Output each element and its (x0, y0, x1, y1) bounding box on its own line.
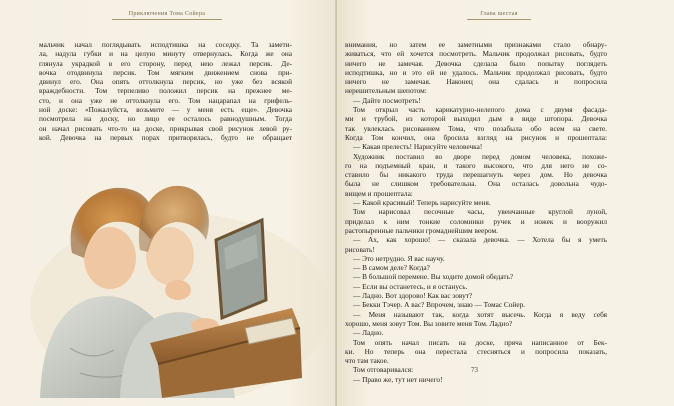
text-line: рисовать! (345, 244, 375, 254)
text-line: живаться, что ей хочется посмотреть. Мальчик продолжал рисовать, будто (345, 49, 607, 59)
text-line: ставило бы никакого труда перешагнуть через дом. Но девочка (345, 170, 607, 180)
text-line: двинул его. Она опять оттолкнула персик, но уже без всякой (39, 77, 292, 87)
text-line: Художник поставил во дворе перед домом человека, похоже- (353, 151, 607, 161)
illustration-children-at-desk (30, 158, 330, 398)
text-line: была не слишком требовательна. Она осталась довольна чудо- (345, 179, 607, 189)
text-line: ми и трубой, из которой выходил дым в виде штопора. Девочка (345, 114, 607, 124)
dialogue-line: — Меня называют так, когда хотят высечь. Когда я веду себя (353, 309, 607, 319)
page-number: 73 (471, 366, 478, 374)
dialogue-line: — Ладно. Вот здорово! Как вас зовут? (353, 291, 473, 301)
text-line: он начал рисовать что-то на доске, прикрывая свой рисунок левой ру- (39, 123, 292, 133)
dialogue-line: — В самом деле? Когда? (353, 263, 430, 273)
text-line: ной доске: «Пожалуйста, возьмите — у меня есть еще». Девочка (39, 105, 292, 115)
right-running-head (467, 11, 531, 20)
text-line: вищем и прошептала: (345, 188, 413, 198)
dialogue-line: — Какая прелесть! Нарисуйте человечка! (353, 142, 483, 152)
text-line: вочка отодвинула персик. Том мягким движением снова при- (39, 67, 292, 77)
right-running-head-rule (467, 19, 531, 20)
dialogue-line: — Право же, тут нет ничего! (353, 374, 443, 384)
left-running-head (112, 11, 222, 20)
left-running-head-text: Приключения Тома Сойера (128, 11, 206, 17)
dialogue-line: — Дайте посмотреть! (353, 95, 421, 105)
text-line: Том отговаривался: (353, 365, 414, 375)
right-running-head-text: Глава шестая (480, 11, 518, 17)
text-line: глянула украдкой в его сторону, перед нею лежал персик. Де- (39, 58, 292, 68)
dialogue-line: — Ах, как хорошо! — сказала девочка. — Хотела бы я уметь (353, 235, 607, 245)
right-page-text (345, 40, 607, 384)
text-line: внимания, но затем ее заметными признаками стало обнару- (345, 40, 607, 49)
text-line: приделал к ним тонкие соломинки ручек и ножек и вооружил (345, 216, 607, 226)
text-line: го на подъемный кран, и такого высокого, что для него не со- (345, 160, 607, 170)
dialogue-line: — В большой перемене. Вы ходите домой обедать? (353, 272, 514, 282)
dialogue-line: — Бекки Тэчер. А вас? Впрочем, знаю — Томас Сойер. (353, 300, 526, 310)
text-line: нерешительным шепотом: (345, 86, 427, 96)
text-line: Том нарисовал песочные часы, увенчанные круглой луной, (353, 207, 607, 217)
text-line: ла, надула губки и на целую минуту отвернулась. Когда же она (39, 49, 292, 59)
left-running-head-rule (112, 19, 222, 20)
text-line: кой. Девочка на первых порах притворялась, будто не обращает (39, 132, 292, 142)
dialogue-line: — Если вы останетесь, и я останусь. (353, 281, 468, 291)
text-line: мальчик начал поглядывать исподтишка на соседку. Та замети- (39, 40, 292, 49)
text-line: растопыренные пальчики громаднейшим веером. (345, 225, 498, 235)
text-line: ничего не замечая. Наконец она сдалась и попросила (345, 77, 607, 87)
left-page-text (39, 40, 292, 142)
text-line: сто, и она уже не оттолкнула его. Том нацарапал на грифель- (39, 95, 292, 105)
dialogue-line: — Какой красивый! Теперь нарисуйте меня. (353, 198, 491, 208)
text-line: исподтишка, но и это ей не удалось. Мальчик продолжал рисовать, будто (345, 67, 607, 77)
text-line: Когда Том кончил, она бросила взгляд на рисунок и прошептала: (345, 132, 607, 142)
text-line: ничего не замечая. Девочка сделала было попытку поглядеть (345, 58, 607, 68)
text-line: Том опять начал писать на доске, пряча написанное от Бек- (353, 337, 607, 347)
text-line: что там такое. (345, 356, 389, 366)
text-line: хорошо, меня зовут Том. Вы зовите меня Том. Ладно? (345, 318, 513, 328)
text-line: враждебности. Том терпеливо положил персик на прежнее ме- (39, 86, 292, 96)
dialogue-line: — Это нетрудно. Я вас научу. (353, 253, 445, 263)
right-child-hand (165, 280, 191, 300)
text-line: Том открыл часть карикатурно-нелепого дома с двумя фасада- (353, 105, 607, 115)
text-line: так увлеклась рисованием Тома, что позабыла обо всем на свете. (345, 123, 607, 133)
text-line: посмотрела на доску, но лицо ее осталось равнодушным. Тогда (39, 114, 292, 124)
dialogue-line: — Ладно. (353, 328, 384, 338)
text-line: ки. Но теперь она перестала стесняться и попросила показать, (345, 346, 607, 356)
right-page (337, 0, 674, 406)
